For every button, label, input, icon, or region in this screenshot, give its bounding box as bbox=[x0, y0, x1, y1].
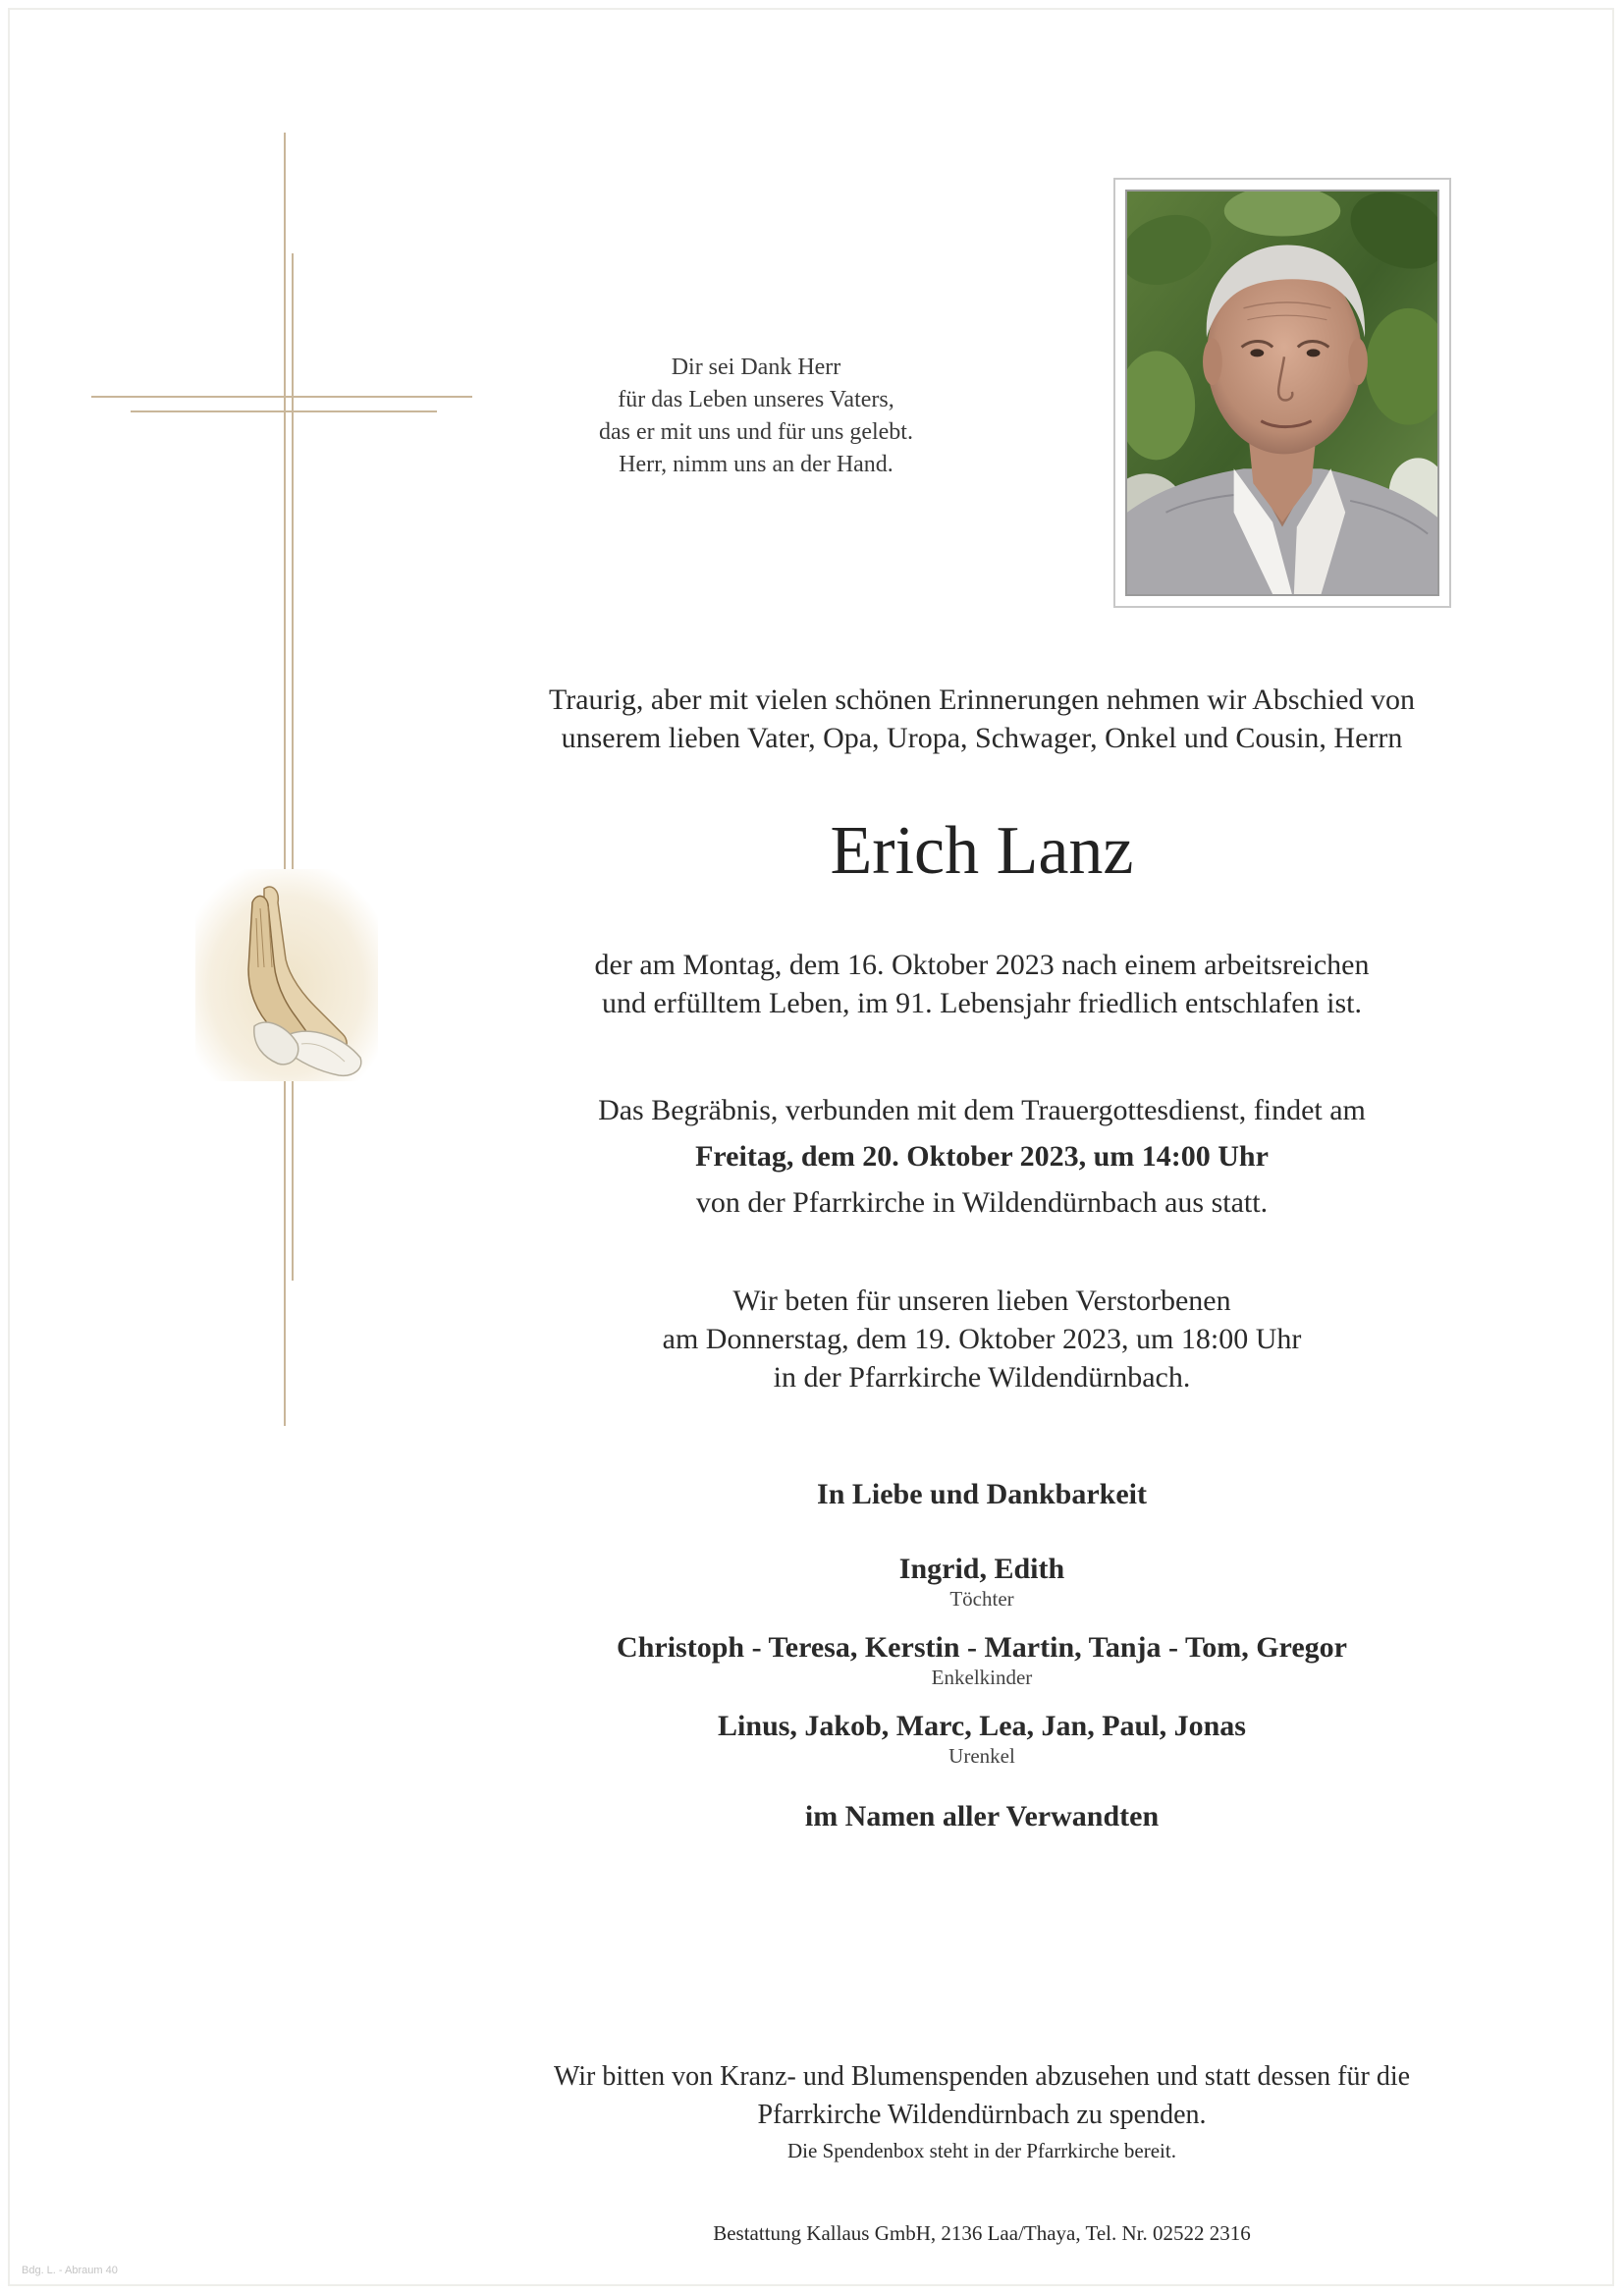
funeral-line: Das Begräbnis, verbunden mit dem Trauergottesdienst, findet am bbox=[598, 1094, 1366, 1126]
cross-vertical-line-inner bbox=[292, 253, 294, 1281]
donation-request bbox=[432, 2057, 1532, 2167]
prayer-location: in der Pfarrkirche Wildendürnbach. bbox=[773, 1361, 1191, 1394]
family-role: Urenkel bbox=[948, 1744, 1015, 1768]
cross-vertical-line bbox=[284, 133, 286, 1426]
quote-line: Herr, nimm uns an der Hand. bbox=[619, 452, 893, 477]
footnote: Bdg. L. - Abraum 40 bbox=[22, 2265, 118, 2276]
bible-quote bbox=[550, 352, 962, 481]
intro-line: unserem lieben Vater, Opa, Uropa, Schwager, Onkel und Cousin, Herrn bbox=[561, 722, 1403, 754]
quote-line: das er mit uns und für uns gelebt. bbox=[599, 419, 913, 445]
family-group-grandchildren bbox=[432, 1630, 1532, 1689]
undertaker-info: Bestattung Kallaus GmbH, 2136 Laa/Thaya, Tel. Nr. 02522 2316 bbox=[713, 2221, 1251, 2245]
deceased-name: Erich Lanz bbox=[830, 813, 1134, 889]
quote-line: Dir sei Dank Herr bbox=[671, 355, 841, 380]
prayer-line: Wir beten für unseren lieben Verstorbenen bbox=[732, 1285, 1231, 1317]
cross-horizontal-line-inner bbox=[131, 410, 437, 412]
family-role: Enkelkinder bbox=[931, 1666, 1033, 1689]
funeral-date: Freitag, dem 20. Oktober 2023, um 14:00 Uhr bbox=[695, 1140, 1269, 1173]
quote-line: für das Leben unseres Vaters, bbox=[618, 387, 894, 412]
family-group-great-grandchildren bbox=[432, 1709, 1532, 1768]
prayer-date: am Donnerstag, dem 19. Oktober 2023, um 18:00 Uhr bbox=[662, 1323, 1302, 1355]
family-names: Ingrid, Edith bbox=[898, 1553, 1065, 1585]
intro-line: Traurig, aber mit vielen schönen Erinnerungen nehmen wir Abschied von bbox=[548, 683, 1415, 716]
portrait-frame bbox=[1113, 178, 1451, 608]
farewell-intro bbox=[432, 681, 1532, 757]
portrait-photo bbox=[1125, 190, 1439, 596]
funeral-location: von der Pfarrkirche in Wildendürnbach aus statt. bbox=[695, 1186, 1269, 1219]
family-section bbox=[432, 1475, 1532, 1836]
death-notice bbox=[432, 946, 1532, 1022]
family-names: Linus, Jakob, Marc, Lea, Jan, Paul, Jonas bbox=[718, 1710, 1246, 1742]
family-role: Töchter bbox=[949, 1587, 1014, 1611]
donation-line: Wir bitten von Kranz- und Blumenspenden abzusehen und statt dessen für die bbox=[553, 2061, 1411, 2092]
prayer-info bbox=[432, 1282, 1532, 1396]
family-heading: In Liebe und Dankbarkeit bbox=[817, 1478, 1147, 1510]
family-names: Christoph - Teresa, Kerstin - Martin, Tanja - Tom, Gregor bbox=[617, 1631, 1347, 1664]
donation-note: Die Spendenbox steht in der Pfarrkirche bereit. bbox=[787, 2139, 1176, 2162]
donation-line: Pfarrkirche Wildendürnbach zu spenden. bbox=[757, 2100, 1207, 2130]
funeral-info bbox=[432, 1087, 1532, 1226]
cross-horizontal-line bbox=[91, 396, 472, 398]
family-closing: im Namen aller Verwandten bbox=[804, 1800, 1160, 1832]
praying-hands-icon bbox=[195, 869, 378, 1081]
death-notice-line: der am Montag, dem 16. Oktober 2023 nach einem arbeitsreichen bbox=[594, 949, 1370, 981]
family-group-daughters bbox=[432, 1552, 1532, 1611]
death-notice-line: und erfülltem Leben, im 91. Lebensjahr friedlich entschlafen ist. bbox=[602, 987, 1362, 1019]
